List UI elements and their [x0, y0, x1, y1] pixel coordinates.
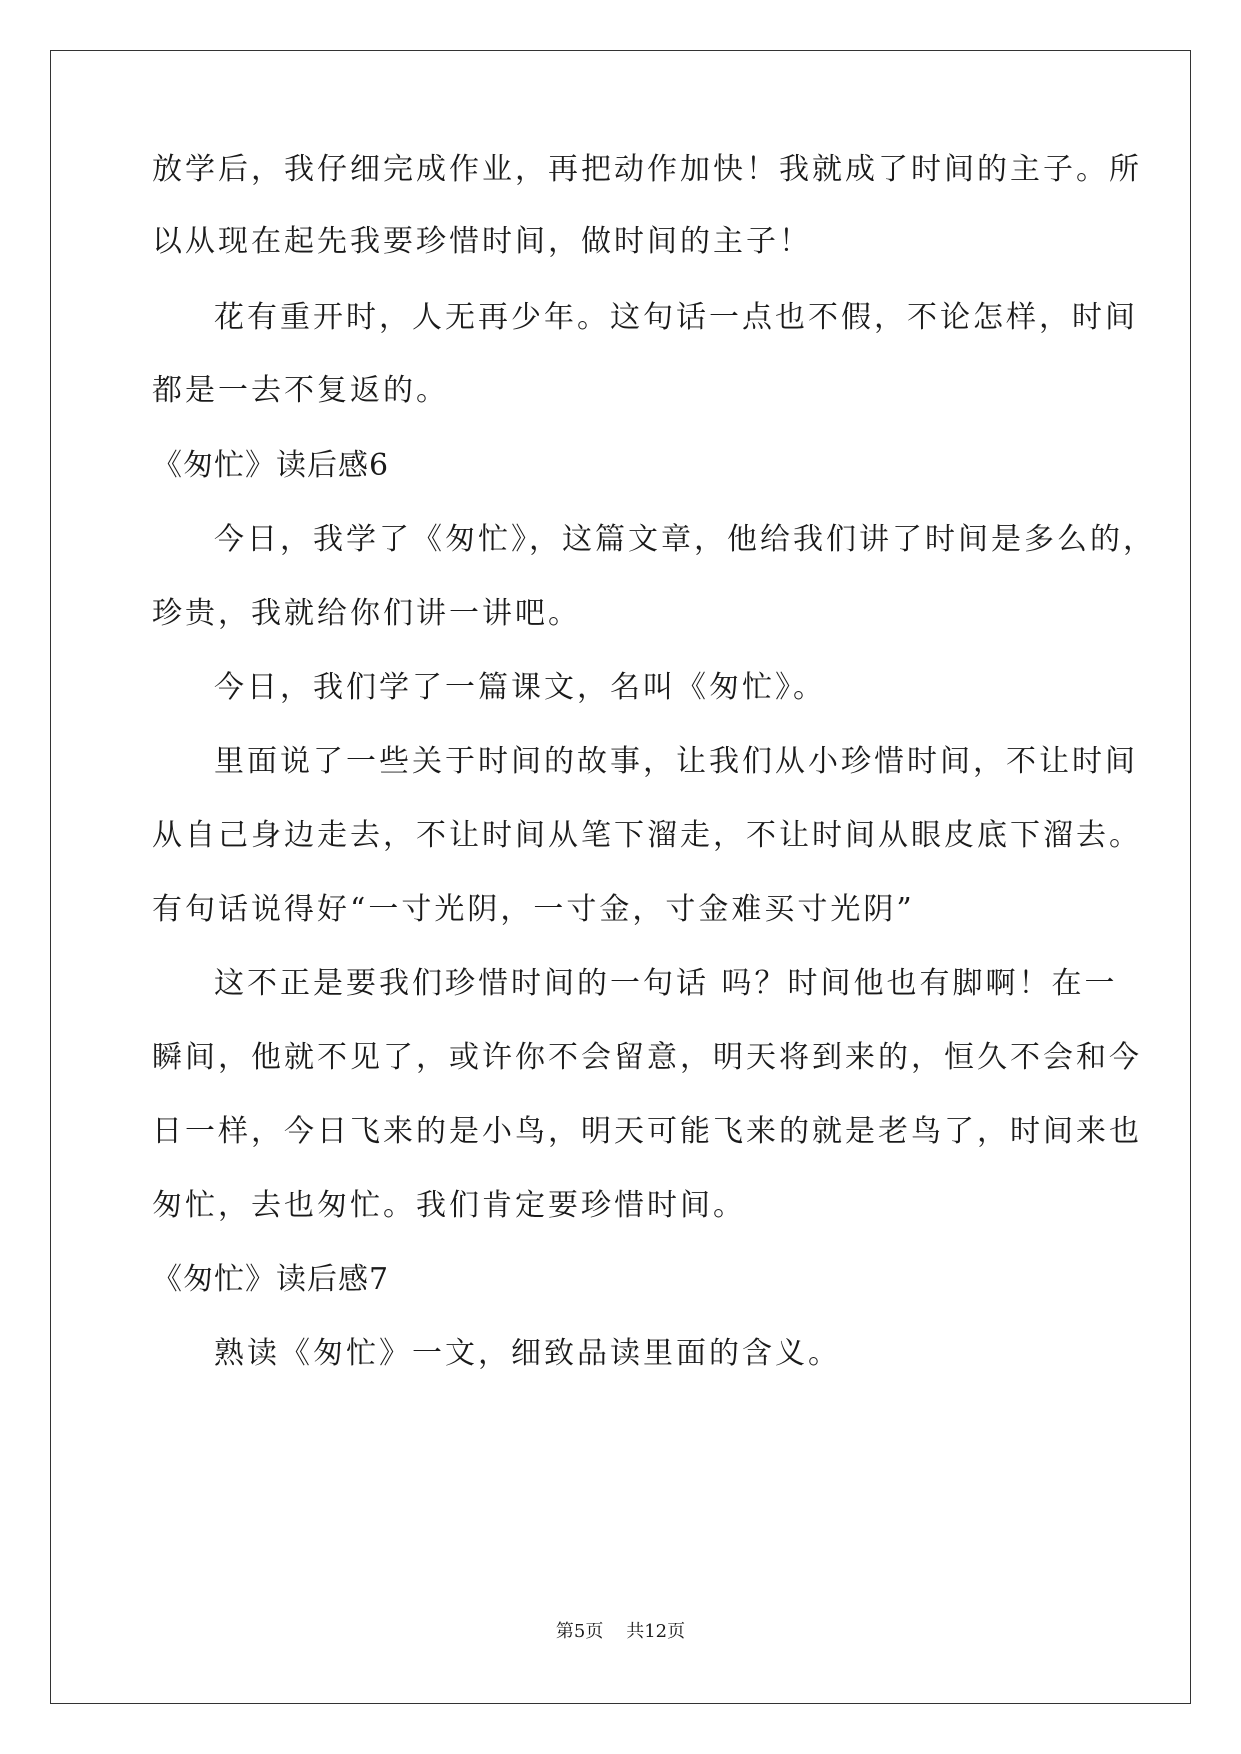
section-heading: 《匆忙》读后感6 — [152, 448, 390, 483]
paragraph-line: 从自己身边走去，不让时间从笔下溜走，不让时间从眼皮底下溜去。 — [152, 818, 1142, 853]
page-footer: 第5页 共12页 — [555, 1621, 686, 1642]
paragraph-line: 珍贵，我就给你们讲一讲吧。 — [152, 596, 581, 631]
paragraph-line: 日一样，今日飞来的是小鸟，明天可能飞来的就是老鸟了，时间来也 — [152, 1114, 1142, 1149]
paragraph-line: 花有重开时，人无再少年。这句话一点也不假，不论怎样，时间 — [214, 300, 1138, 335]
paragraph-line: 匆忙，去也匆忙。我们肯定要珍惜时间。 — [152, 1188, 746, 1223]
paragraph-line: 有句话说得好“一寸光阴，一寸金，寸金难买寸光阴” — [152, 892, 915, 927]
paragraph-line: 都是一去不复返的。 — [152, 373, 449, 408]
paragraph-line: 瞬间，他就不见了，或许你不会留意，明天将到来的，恒久不会和今 — [152, 1040, 1142, 1075]
section-heading: 《匆忙》读后感7 — [152, 1262, 390, 1297]
paragraph-line: 以从现在起先我要珍惜时间，做时间的主子！ — [152, 224, 812, 259]
paragraph-line: 熟读《匆忙》一文，细致品读里面的含义。 — [214, 1336, 841, 1371]
paragraph-line: 这不正是要我们珍惜时间的一句话 吗？时间他也有脚啊！在一 — [214, 966, 1118, 1001]
paragraph-line: 今日，我学了《匆忙》，这篇文章，他给我们讲了时间是多么的， — [214, 522, 1156, 557]
paragraph-line: 今日，我们学了一篇课文，名叫《匆忙》。 — [214, 670, 826, 705]
paragraph-line: 放学后，我仔细完成作业，再把动作加快！我就成了时间的主子。所 — [152, 152, 1142, 187]
paragraph-line: 里面说了一些关于时间的故事，让我们从小珍惜时间，不让时间 — [214, 744, 1138, 779]
